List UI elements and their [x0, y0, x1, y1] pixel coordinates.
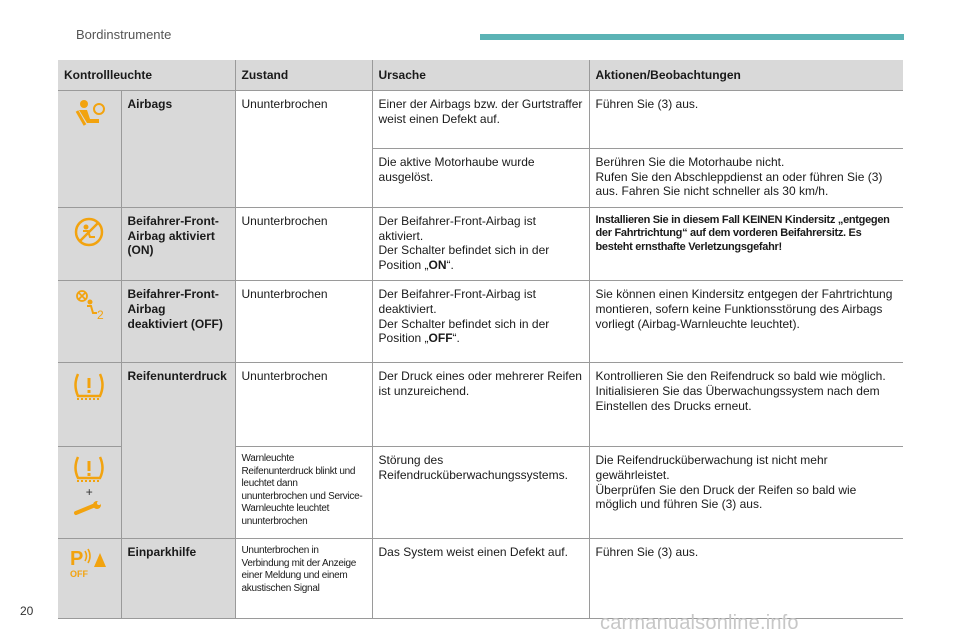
park-assist-off-icon: [58, 539, 121, 619]
lamp-state: Ununterbrochen: [235, 91, 372, 208]
column-header-kontrollleuchte: Kontrollleuchte: [58, 60, 235, 91]
lamp-action: Führen Sie (3) aus.: [589, 539, 903, 619]
section-accent-bar: [480, 34, 904, 40]
lamp-cause: [372, 281, 589, 363]
column-header-zustand: Zustand: [235, 60, 372, 91]
lamp-name: Airbags: [121, 91, 235, 208]
table-header-row: [58, 60, 903, 91]
cause-line-end: “.: [452, 331, 460, 346]
section-title: Bordinstrumente: [76, 27, 172, 42]
lamp-cause: Die aktive Motorhaube wurde ausgelöst.: [372, 149, 589, 208]
column-header-aktionen: Aktionen/Beobachtungen: [589, 60, 903, 91]
lamp-state: Ununterbrochen: [235, 281, 372, 363]
cause-line: Der Beifahrer-Front-Airbag ist deaktiviert.: [378, 287, 536, 316]
passenger-airbag-on-icon: [58, 207, 121, 281]
svg-text:2: 2: [97, 308, 104, 322]
action-line: Berühren Sie die Motorhaube nicht.: [595, 155, 785, 169]
cause-line: Der Schalter befindet sich in der Position „: [378, 316, 550, 346]
lamp-action: Sie können einen Kindersitz entgegen der Fahrtrichtung montieren, sofern keine Funktionsstörung des Airbags vorliegt (Airbag-Warnleuchte leuchtet).: [589, 281, 903, 363]
switch-position: ON: [428, 257, 447, 272]
action-line: Die Reifendrucküberwachung ist nicht mehr gewährleistet.: [595, 453, 828, 482]
action-line: Initialisieren Sie das Überwachungssystem nach dem Einstellen des Drucks erneut.: [595, 384, 880, 413]
lamp-cause: Der Druck eines oder mehrerer Reifen ist unzureichend.: [372, 363, 589, 447]
table-row-airbags: [58, 91, 903, 149]
park-assist-off-label: OFF: [70, 569, 89, 580]
lamp-state: Warnleuchte Reifenunterdruck blinkt und leuchtet dann ununterbrochen und Service-Warnleuchte leuchtet ununterbrochen: [235, 447, 372, 539]
lamp-action: Installieren Sie in diesem Fall KEINEN Kindersitz „entgegen der Fahrtrichtung“ auf dem vorderen Beifahrersitz. Es besteht ernsthafte Verletzungsgefahr!: [589, 207, 903, 281]
lamp-cause: Das System weist einen Defekt auf.: [372, 539, 589, 619]
cause-line: Der Beifahrer-Front-Airbag ist aktiviert.: [378, 213, 536, 243]
tyre-pressure-icon: [72, 455, 106, 483]
lamp-name: Reifenunterdruck: [121, 363, 235, 539]
action-line: Überprüfen Sie den Druck der Reifen so bald wie möglich und führen Sie (3) aus.: [595, 482, 857, 512]
lamp-state: Ununterbrochen: [235, 207, 372, 281]
lamp-action: [589, 363, 903, 447]
action-line: Kontrollieren Sie den Reifendruck so bald wie möglich.: [595, 369, 886, 384]
column-header-ursache: Ursache: [372, 60, 589, 91]
wrench-icon: [73, 501, 105, 517]
switch-position: OFF: [428, 331, 453, 346]
lamp-action: Führen Sie (3) aus.: [589, 91, 903, 149]
page-number: 20: [20, 604, 34, 618]
tyre-pressure-icon: [58, 363, 121, 447]
lamp-action: [589, 447, 903, 539]
table-row-passenger-airbag-off: [58, 281, 903, 363]
lamp-cause: Einer der Airbags bzw. der Gurtstraffer weist einen Defekt auf.: [372, 91, 589, 149]
action-line: Rufen Sie den Abschleppdienst an oder führen Sie (3) aus. Fahren Sie nicht schneller als 30 km/h.: [595, 169, 883, 199]
svg-text:P: P: [70, 548, 84, 571]
cause-line-end: “.: [446, 257, 454, 272]
plus-sign: +: [85, 485, 93, 500]
table-row-tyre-pressure: [58, 363, 903, 447]
lamp-state: Ununterbrochen: [235, 363, 372, 447]
tyre-pressure-fault-icons: [58, 447, 121, 539]
warning-lamp-table: [58, 60, 903, 619]
table-row-passenger-airbag-on: [58, 207, 903, 281]
watermark: carmanualsonline.info: [600, 612, 799, 634]
cause-line: Der Schalter befindet sich in der Position „: [378, 243, 550, 272]
airbag-warning-icon: [58, 91, 121, 208]
lamp-name: Beifahrer-Front-Airbag deaktiviert (OFF): [121, 281, 235, 363]
table-row-park-assist: [58, 539, 903, 619]
lamp-name: Beifahrer-Front-Airbag aktiviert (ON): [121, 207, 235, 281]
lamp-name: Einparkhilfe: [121, 539, 235, 619]
passenger-airbag-off-icon: [58, 281, 121, 363]
lamp-state: Ununterbrochen in Verbindung mit der Anzeige einer Meldung und einem akustischen Signal: [235, 539, 372, 619]
lamp-action: [589, 149, 903, 208]
lamp-cause: Störung des Reifendrucküberwachungssystems.: [372, 447, 589, 539]
lamp-cause: [372, 207, 589, 281]
